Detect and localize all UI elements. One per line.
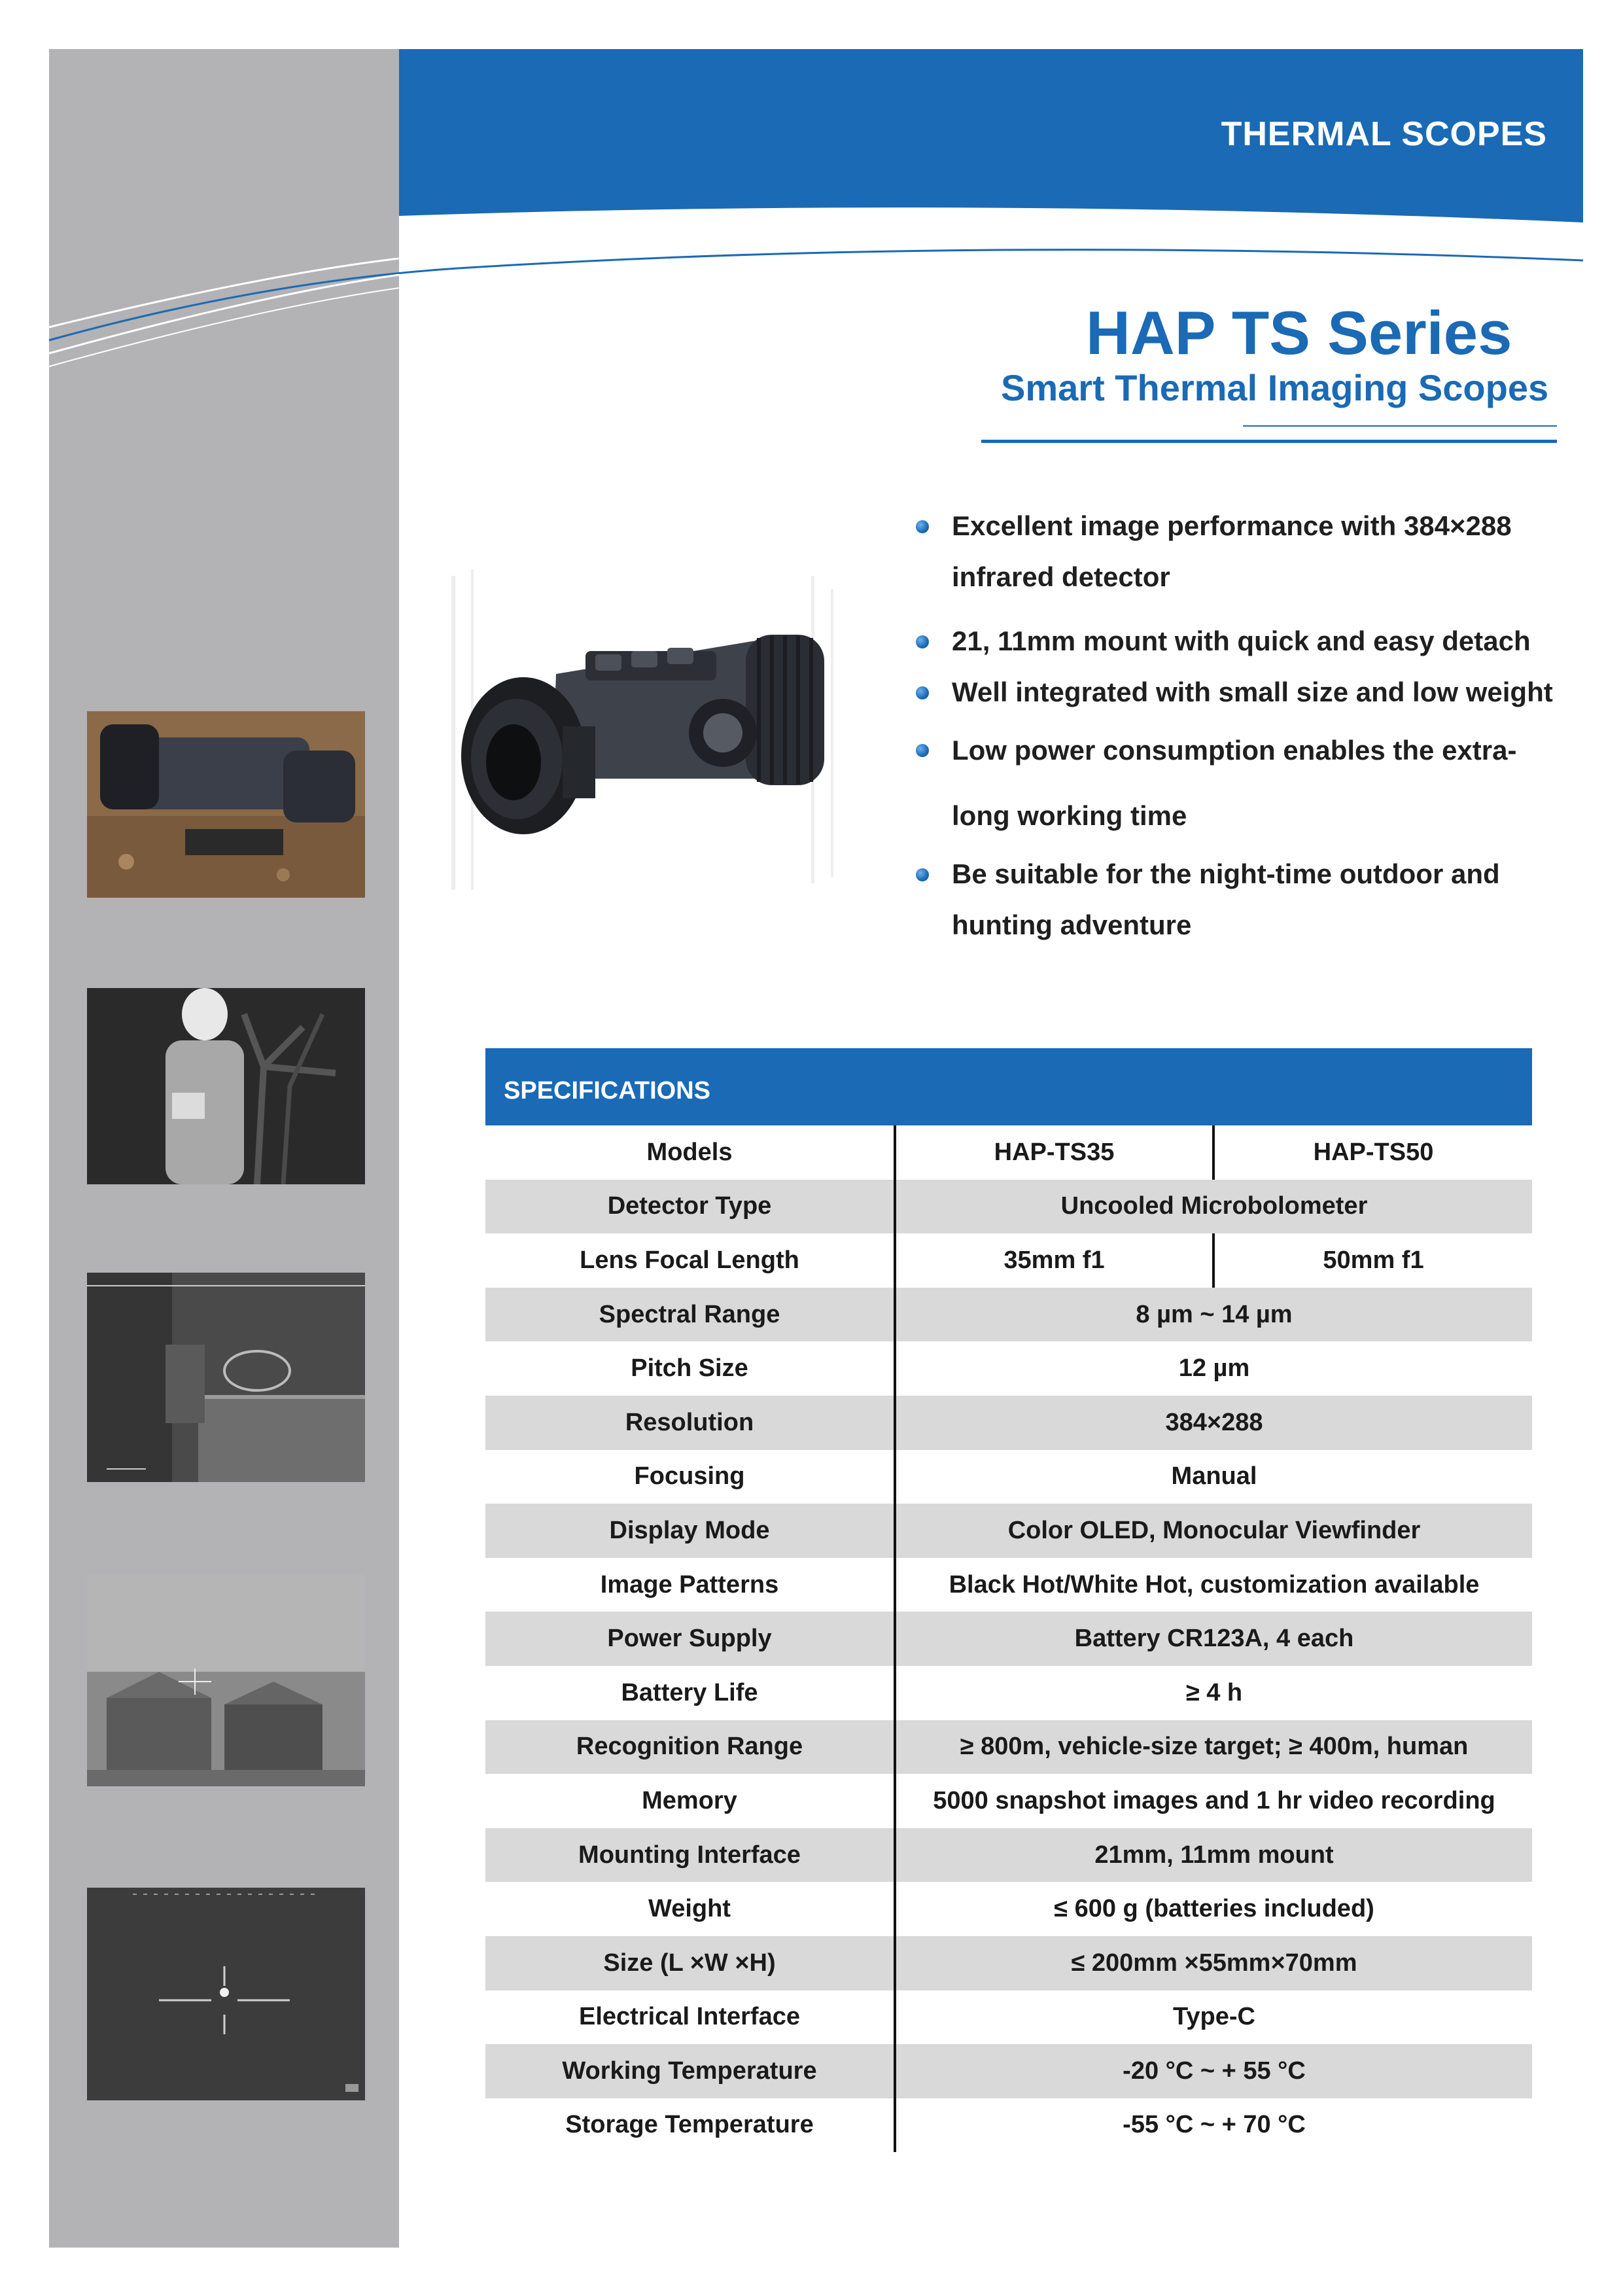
specifications-table <box>485 1125 1532 2152</box>
bullet-icon <box>916 868 929 881</box>
specifications-heading: SPECIFICATIONS <box>504 1077 710 1104</box>
table-row <box>485 1666 1532 1720</box>
table-row <box>485 1720 1532 1775</box>
spec-label: Models <box>485 1125 895 1180</box>
spec-label: Size (L ×W ×H) <box>485 1936 895 1990</box>
spec-label: Mounting Interface <box>485 1828 895 1882</box>
feature-text: 21, 11mm mount with quick and easy detach <box>952 626 1531 656</box>
feature-item <box>909 849 1560 951</box>
spec-value: 8 µm ~ 14 µm <box>895 1288 1532 1342</box>
spec-value: 384×288 <box>895 1396 1532 1450</box>
product-name: HAP TS Series <box>1086 298 1512 367</box>
feature-item <box>909 501 1514 603</box>
table-row <box>485 1396 1532 1450</box>
table-row <box>485 1774 1532 1828</box>
table-row <box>485 1936 1532 1990</box>
table-row <box>485 1450 1532 1504</box>
spec-label: Memory <box>485 1774 895 1828</box>
bullet-icon <box>916 520 929 533</box>
table-row <box>485 2098 1532 2153</box>
spec-label: Power Supply <box>485 1612 895 1666</box>
spec-label: Resolution <box>485 1396 895 1450</box>
table-row <box>485 1828 1532 1882</box>
table-row <box>485 1990 1532 2045</box>
product-image <box>445 563 850 903</box>
feature-item <box>909 616 1577 667</box>
thermal-houses-image <box>87 1574 365 1786</box>
spec-label: Spectral Range <box>485 1288 895 1342</box>
table-row <box>485 1125 1532 1180</box>
thermal-aerial-image <box>87 1273 365 1482</box>
feature-text: Well integrated with small size and low weight <box>952 677 1553 707</box>
table-row <box>485 1504 1532 1558</box>
thermal-person-image <box>87 988 365 1184</box>
table-row <box>485 1558 1532 1612</box>
spec-value: Manual <box>1171 1462 1257 1491</box>
spec-value: ≤ 200mm ×55mm×70mm <box>895 1936 1532 1990</box>
spec-label: Display Mode <box>485 1504 895 1558</box>
spec-label: Image Patterns <box>485 1558 895 1612</box>
feature-item <box>909 667 1577 718</box>
product-subtitle: Smart Thermal Imaging Scopes <box>1001 367 1549 408</box>
feature-text: Excellent image performance with 384×288 infrared detector <box>952 510 1512 592</box>
spec-value: Battery CR123A, 4 each <box>895 1612 1532 1666</box>
feature-text: Low power consumption enables the extra-long working time <box>952 735 1517 831</box>
spec-value: -55 °C ~ + 70 °C <box>1123 2111 1306 2139</box>
spec-value: Color OLED, Monocular Viewfinder <box>895 1504 1532 1558</box>
table-row <box>485 1180 1532 1234</box>
spec-value: Type-C <box>1173 2003 1255 2031</box>
table-row <box>485 1612 1532 1666</box>
spec-value: ≥ 800m, vehicle-size target; ≥ 400m, human <box>895 1720 1532 1775</box>
header-title: THERMAL SCOPES <box>1221 115 1547 153</box>
thermal-night-image <box>87 1888 365 2100</box>
spec-value-b: 50mm f1 <box>1323 1246 1424 1274</box>
feature-item <box>909 718 1554 849</box>
spec-label: Detector Type <box>485 1180 895 1234</box>
spec-label: Recognition Range <box>485 1720 895 1775</box>
table-row <box>485 1233 1532 1288</box>
spec-value: 21mm, 11mm mount <box>895 1828 1532 1882</box>
table-row <box>485 1288 1532 1342</box>
spec-label: Focusing <box>485 1450 895 1504</box>
spec-value: 12 µm <box>1178 1354 1250 1383</box>
spec-label: Weight <box>485 1882 895 1936</box>
title-underline <box>981 440 1557 443</box>
bullet-icon <box>916 635 929 648</box>
feature-list <box>909 501 1577 951</box>
spec-value: -20 °C ~ + 55 °C <box>895 2044 1532 2098</box>
bullet-icon <box>916 686 929 699</box>
spec-label: Storage Temperature <box>485 2098 895 2153</box>
spec-label: Electrical Interface <box>485 1990 895 2045</box>
table-row <box>485 2044 1532 2098</box>
spec-value: Uncooled Microbolometer <box>895 1180 1532 1234</box>
scope-photo <box>87 711 365 898</box>
table-row <box>485 1882 1532 1936</box>
spec-value: 5000 snapshot images and 1 hr video recording <box>933 1786 1495 1814</box>
feature-text: Be suitable for the night-time outdoor and hunting adventure <box>952 858 1500 940</box>
spec-label: Lens Focal Length <box>485 1233 895 1288</box>
spec-value: Black Hot/White Hot, customization available <box>949 1570 1480 1598</box>
spec-value: ≤ 600 g (batteries included) <box>1054 1895 1374 1923</box>
table-row <box>485 1341 1532 1396</box>
specifications-header <box>485 1048 1532 1125</box>
spec-value: ≥ 4 h <box>1185 1678 1243 1706</box>
model-a: HAP-TS35 <box>895 1125 1213 1180</box>
title-underline-thin <box>1243 425 1557 427</box>
spec-value-a: 35mm f1 <box>895 1233 1213 1288</box>
model-b: HAP-TS50 <box>1313 1138 1434 1166</box>
bullet-icon <box>916 744 929 757</box>
spec-label: Battery Life <box>485 1666 895 1720</box>
spec-label: Pitch Size <box>485 1341 895 1396</box>
spec-label: Working Temperature <box>485 2044 895 2098</box>
